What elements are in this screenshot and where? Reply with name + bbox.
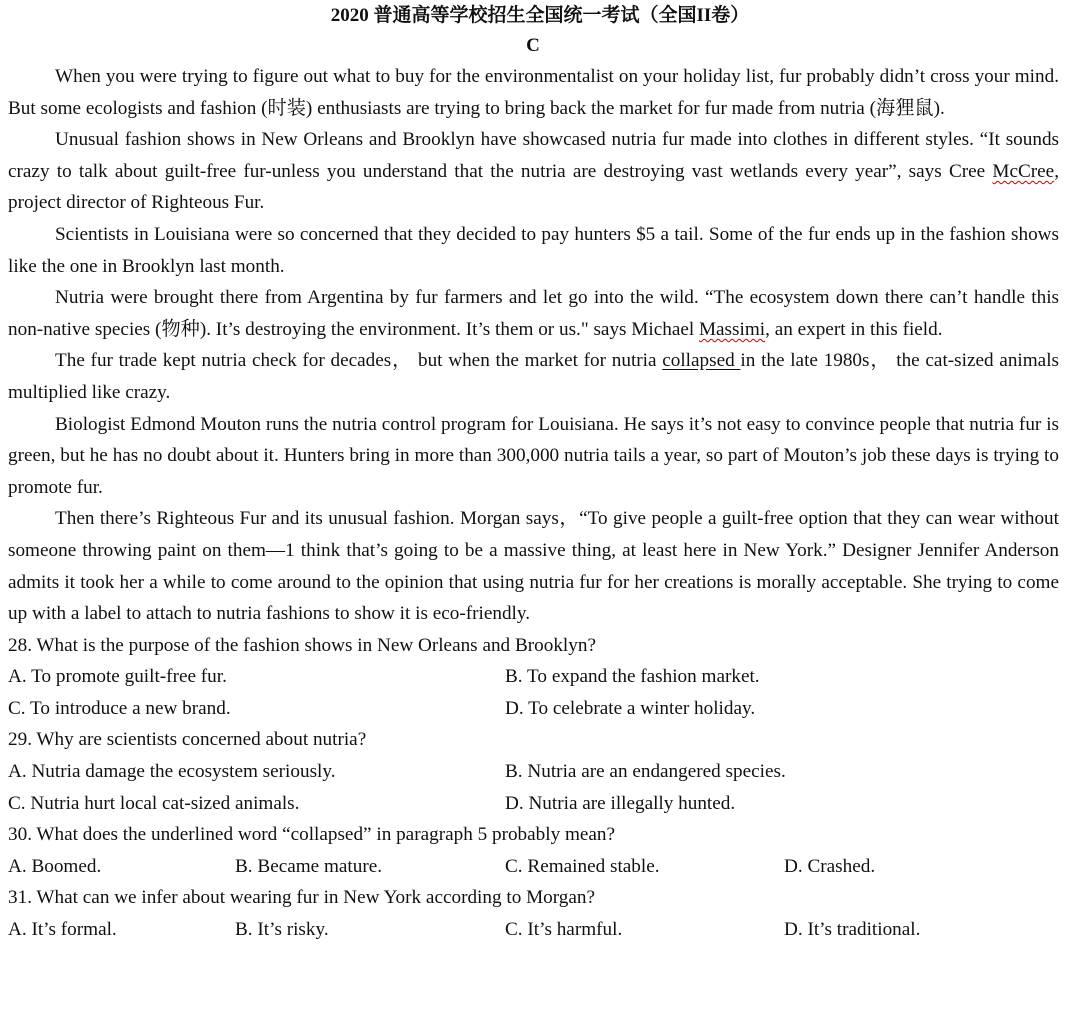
passage-body [8,61,1059,946]
question-30-option-d: D. Crashed. [784,855,876,877]
paragraph-2 [8,124,1059,219]
question-30-options-row [8,851,1059,883]
paragraph-6: Biologist Edmond Mouton runs the nutria control program for Louisiana. He says it’s not easy to convince people that nutria fur is green, but he has no doubt about it. Hunters bring in more than 300,000 nutria tails a year, so part of Mouton’s job these days is trying to promote fur. [8,413,1059,498]
paragraph-2-text-b: , project director of Righteous Fur. [8,160,1059,214]
exam-title: 2020 普通高等学校招生全国统一考试（全国II卷） [330,5,750,26]
question-31-option-b: B. It’s risky. [235,919,329,941]
question-28-option-c: C. To introduce a new brand. [8,697,231,719]
question-29-option-c: C. Nutria hurt local cat-sized animals. [8,792,300,814]
question-29-option-b: B. Nutria are an endangered species. [505,761,786,783]
question-30-option-c: C. Remained stable. [505,855,660,877]
paragraph-5-text-a: The fur trade kept nutria check for decades， but when the market for nutria [55,350,663,372]
name-mccree: McCree [992,160,1055,182]
paragraph-4-text-b: , an expert in this field. [765,318,943,340]
question-28-option-a: A. To promote guilt-free fur. [8,666,227,688]
underlined-word-collapsed: collapsed [662,350,741,372]
question-28-options-row-2 [8,693,1059,725]
question-28-stem: 28. What is the purpose of the fashion shows in New Orleans and Brooklyn? [8,634,596,656]
name-massimi: Massimi [698,318,766,340]
question-30-option-b: B. Became mature. [235,855,383,877]
paragraph-4 [8,282,1059,345]
question-29-option-a: A. Nutria damage the ecosystem seriously. [8,761,336,783]
question-31-stem: 31. What can we infer about wearing fur in New York according to Morgan? [8,887,596,909]
question-29-option-d: D. Nutria are illegally hunted. [505,792,736,814]
question-29-options-row-1 [8,756,1059,788]
paragraph-4-text-a: Nutria were brought there from Argentina by fur farmers and let go into the wild. “The ecosystem down there can’t handle this non-native species (物种). It’s destroying the environment. It’s them or us." says Michael [8,287,1059,340]
question-31-option-d: D. It’s traditional. [784,919,921,941]
question-29-stem: 29. Why are scientists concerned about nutria? [8,729,367,751]
question-28-options-row-1 [8,661,1059,693]
question-31-option-c: C. It’s harmful. [505,919,623,941]
question-31-options-row [8,914,1059,946]
question-28-option-d: D. To celebrate a winter holiday. [505,697,756,719]
paragraph-5-text-b: in the late 1980s， the cat-sized animals multiplied like crazy. [8,350,1059,403]
paragraph-7: Then there’s Righteous Fur and its unusual fashion. Morgan says，“To give people a guilt-free option that they can wear without someone throwing paint on them—1 think that’s going to be a massive thing, at least here in New York.” Designer Jennifer Anderson admits it took her a while to come around to the opinion that using nutria fur for her creations is morally acceptable. She trying to come up with a label to attach to nutria fashions to show it is eco-friendly. [8,508,1059,625]
paragraph-3: Scientists in Louisiana were so concerned that they decided to pay hunters $5 a tail. Some of the fur ends up in the fashion shows like the one in Brooklyn last month. [8,223,1059,277]
section-label: C [526,35,540,56]
question-28-option-b: B. To expand the fashion market. [505,666,760,688]
paragraph-5 [8,345,1059,408]
paragraph-2-text-a: Unusual fashion shows in New Orleans and Brooklyn have showcased nutria fur made into clothes in different styles. “It sounds crazy to talk about guilt-free fur-unless you understand that the nutria are destroying vast wetlands every year”, says Cree [8,129,1059,182]
question-31-option-a: A. It’s formal. [8,919,117,941]
paragraph-1: When you were trying to figure out what to buy for the environmentalist on your holiday list, fur probably didn’t cross your mind. But some ecologists and fashion (时装) enthusiasts are trying to bring back the market for fur made from nutria (海狸鼠). [8,66,1059,119]
question-29-options-row-2 [8,788,1059,820]
question-30-stem: 30. What does the underlined word “collapsed” in paragraph 5 probably mean? [8,824,616,846]
question-30-option-a: A. Boomed. [8,855,102,877]
